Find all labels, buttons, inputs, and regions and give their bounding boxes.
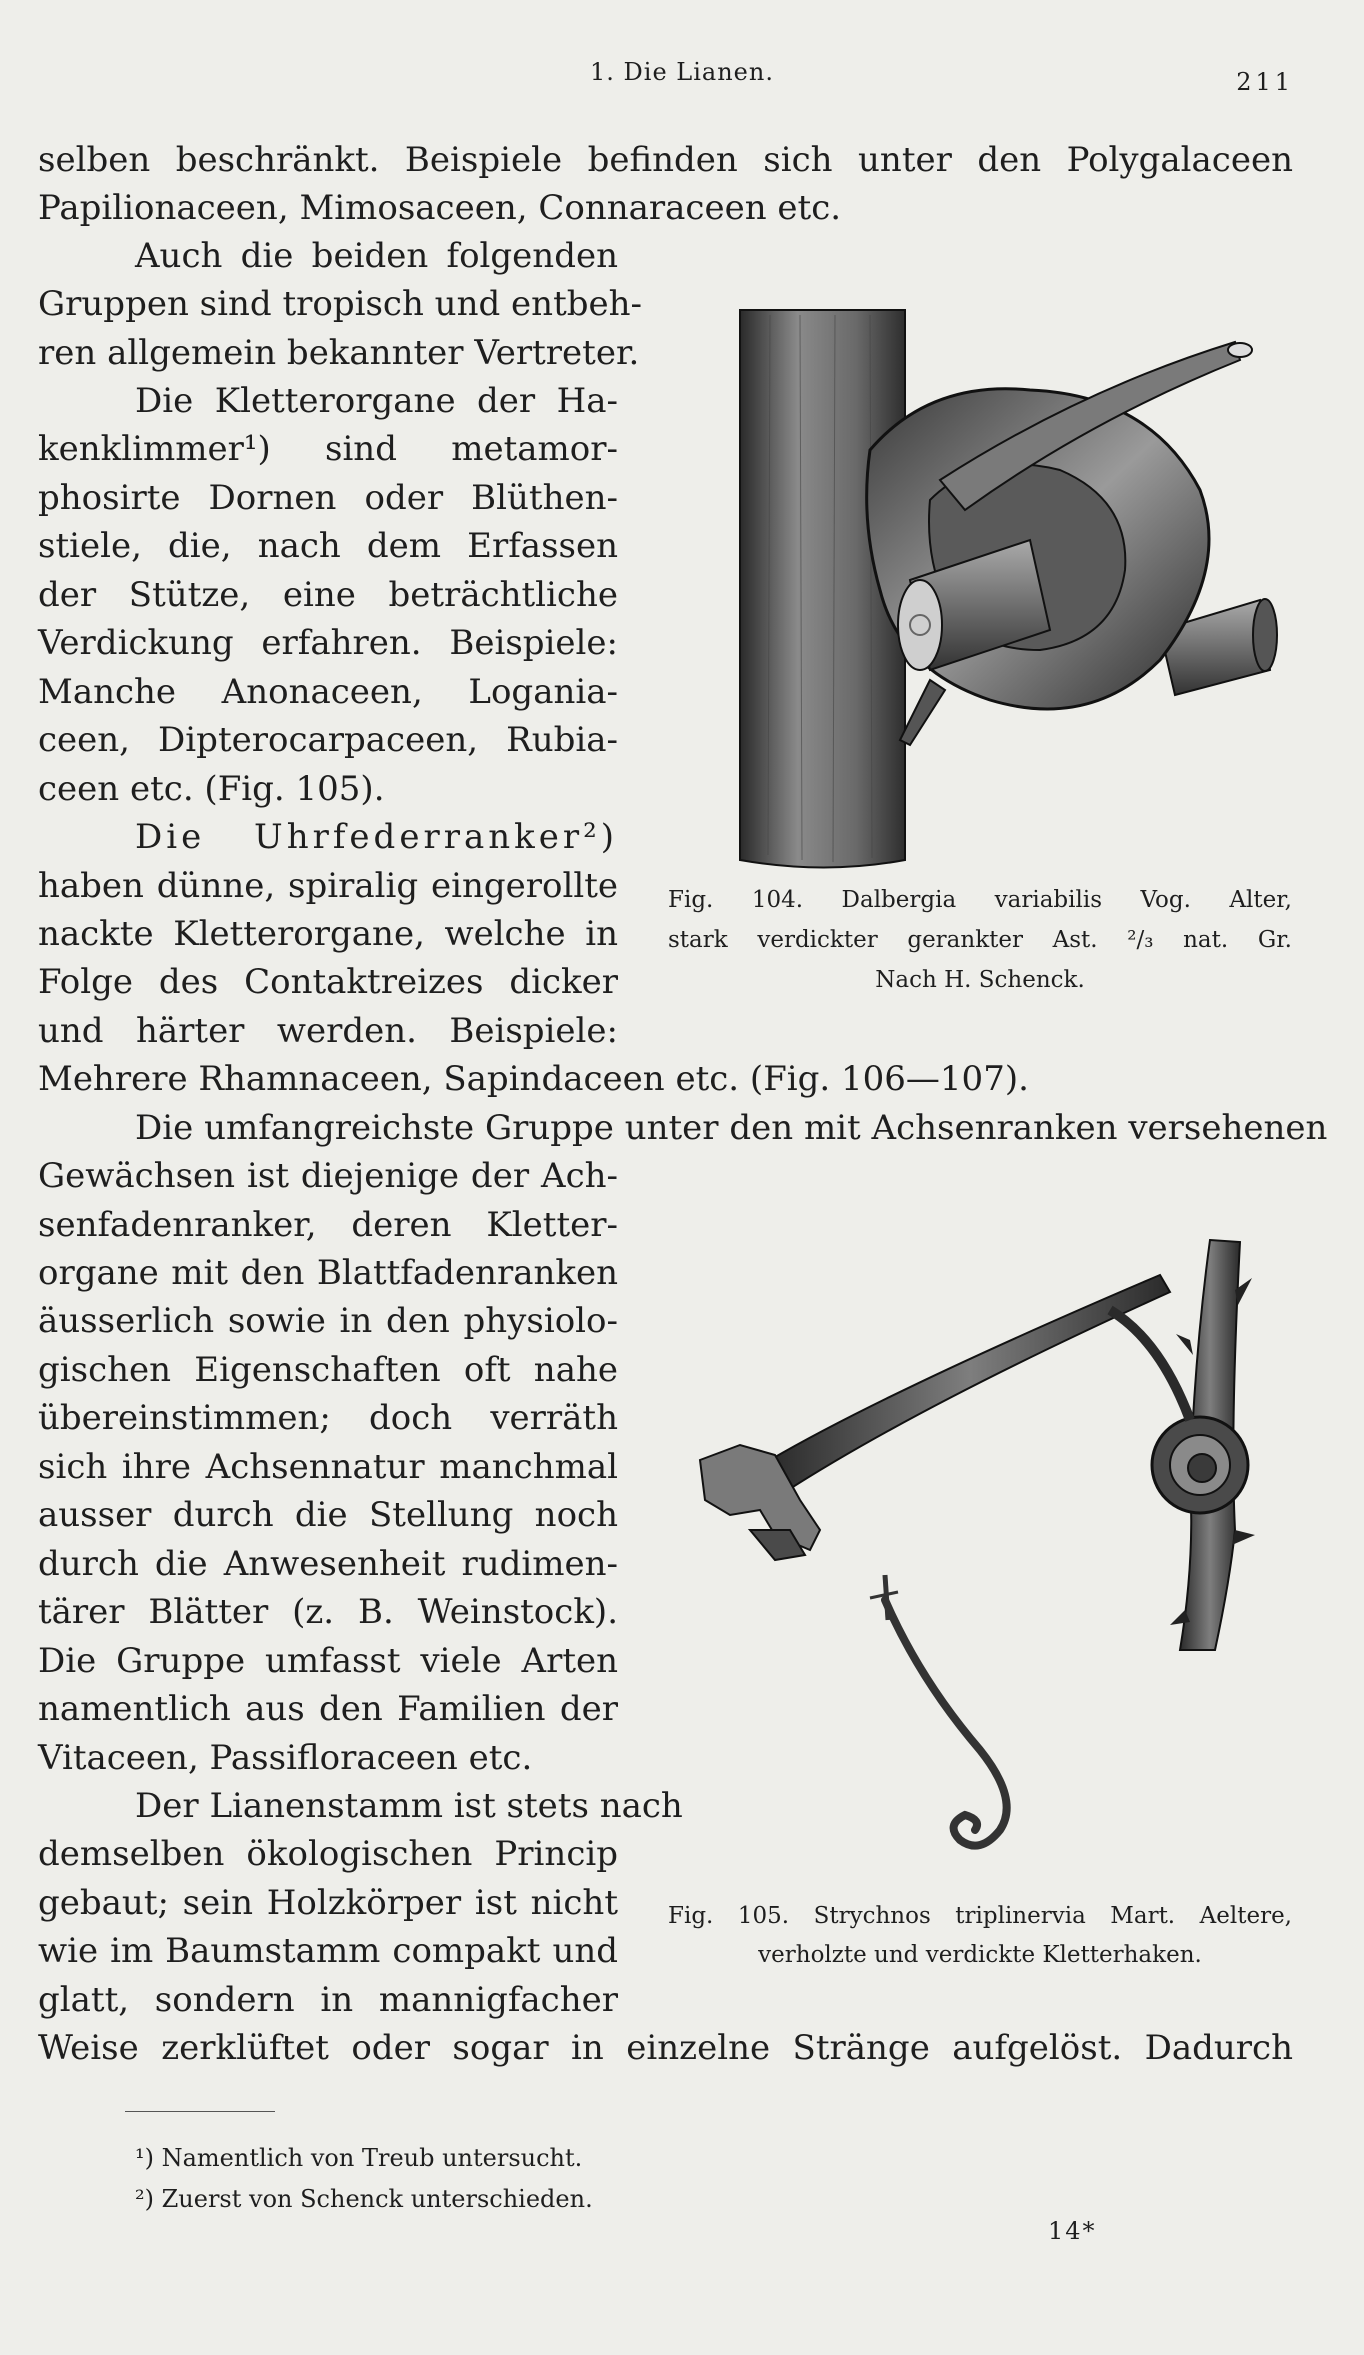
text-line: senfadenranker, deren Kletter- — [38, 1205, 618, 1245]
text-line: Gruppen sind tropisch und entbeh- — [38, 284, 642, 324]
text-line: wie im Baumstamm compakt und — [38, 1931, 618, 1971]
text-line: Verdickung erfahren. Beispiele: — [38, 623, 618, 663]
text-line: Die umfangreichste Gruppe unter den mit Achsenranken versehenen — [135, 1108, 1328, 1148]
text-line: Folge des Contaktreizes dicker — [38, 962, 618, 1002]
text-line: stiele, die, nach dem Erfassen — [38, 526, 618, 566]
running-header: 1. Die Lianen. — [590, 58, 774, 86]
footnote-divider — [125, 2111, 275, 2112]
text-line: Weise zerklüftet oder sogar in einzelne Stränge aufgelöst. Dadurch — [38, 2028, 1293, 2068]
footnote-1: ¹) Namentlich von Treub untersucht. — [135, 2144, 583, 2172]
text-line: glatt, sondern in mannigfacher — [38, 1980, 618, 2020]
text-line: übereinstimmen; doch verräth — [38, 1398, 618, 1438]
figure-105-caption: Fig. 105. Strychnos triplinervia Mart. Aeltere, — [668, 1903, 1292, 1929]
figure-104-caption: Fig. 104. Dalbergia variabilis Vog. Alter, — [668, 887, 1292, 913]
text-line: organe mit den Blattfadenranken — [38, 1253, 618, 1293]
text-line: gischen Eigenschaften oft nahe — [38, 1350, 618, 1390]
text-line: gebaut; sein Holzkörper ist nicht — [38, 1883, 618, 1923]
text-line: Der Lianenstamm ist stets nach — [135, 1786, 683, 1826]
figure-105-caption: verholzte und verdickte Kletterhaken. — [758, 1942, 1202, 1968]
signature-mark: 14* — [1048, 2217, 1097, 2245]
text-line: Mehrere Rhamnaceen, Sapindaceen etc. (Fig. 106—107). — [38, 1059, 1029, 1099]
footnote-2: ²) Zuerst von Schenck unterschieden. — [135, 2185, 593, 2213]
text-line: Die Gruppe umfasst viele Arten — [38, 1641, 618, 1681]
text-line: haben dünne, spiralig eingerollte — [38, 866, 618, 906]
text-line: selben beschränkt. Beispiele befinden sich unter den Polygalaceen — [38, 140, 1293, 180]
text-line: phosirte Dornen oder Blüthen- — [38, 478, 618, 518]
text-line: Papilionaceen, Mimosaceen, Connaraceen etc. — [38, 188, 842, 228]
text-line: Manche Anonaceen, Logania- — [38, 672, 618, 712]
figure-104-illustration — [730, 300, 1280, 880]
text-line: Vitaceen, Passifloraceen etc. — [38, 1738, 533, 1778]
text-line: kenklimmer¹) sind metamor- — [38, 429, 618, 469]
text-line: und härter werden. Beispiele: — [38, 1011, 618, 1051]
text-line: namentlich aus den Familien der — [38, 1689, 618, 1729]
figure-104-caption: stark verdickter gerankter Ast. ²/₃ nat. Gr. — [668, 927, 1292, 953]
text-line: ceen etc. (Fig. 105). — [38, 769, 385, 809]
text-line: Auch die beiden folgenden — [135, 236, 618, 276]
text-line: Die Uhrfederranker²) — [135, 817, 618, 857]
text-line: Die Kletterorgane der Ha- — [135, 381, 618, 421]
figure-104-caption: Nach H. Schenck. — [875, 967, 1085, 993]
text-line: nackte Kletterorgane, welche in — [38, 914, 618, 954]
figure-105-illustration — [690, 1230, 1270, 1880]
text-line: tärer Blätter (z. B. Weinstock). — [38, 1592, 618, 1632]
text-line: ceen, Dipterocarpaceen, Rubia- — [38, 720, 618, 760]
text-line: Gewächsen ist diejenige der Ach- — [38, 1156, 618, 1196]
text-line: demselben ökologischen Princip — [38, 1834, 618, 1874]
text-line: der Stütze, eine beträchtliche — [38, 575, 618, 615]
text-line: durch die Anwesenheit rudimen- — [38, 1544, 618, 1584]
page-number: 211 — [1236, 68, 1294, 96]
text-line: sich ihre Achsennatur manchmal — [38, 1447, 618, 1487]
text-line: ausser durch die Stellung noch — [38, 1495, 618, 1535]
text-line: äusserlich sowie in den physiolo- — [38, 1301, 618, 1341]
text-line: ren allgemein bekannter Vertreter. — [38, 333, 640, 373]
